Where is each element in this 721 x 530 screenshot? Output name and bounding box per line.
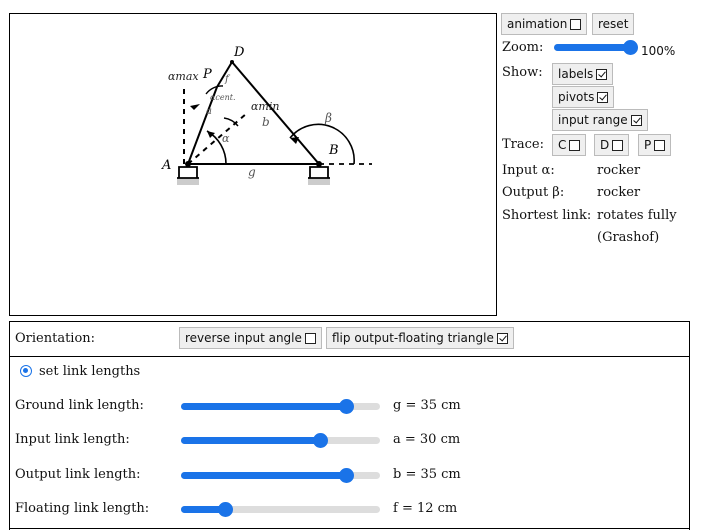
link-length-value: a = 30 cm [393,432,461,447]
pivot-a [177,167,199,178]
link-length-slider-thumb[interactable] [313,433,328,448]
label-alpha: α [222,132,230,145]
zoom-slider[interactable] [554,44,630,51]
zoom-slider-thumb[interactable] [623,40,638,55]
link-length-slider-fill [181,437,320,444]
pivot-a-joint [185,161,191,167]
joint-d [230,60,234,64]
show-pivots-checkbox[interactable] [597,92,608,103]
zoom-label: Zoom: [502,40,544,55]
show-input-range-text: input range [558,113,628,127]
show-input-range-checkbox[interactable] [631,115,642,126]
input-type-value: rocker [597,163,641,178]
link-length-label: Input link length: [15,432,130,447]
link-length-value: g = 35 cm [393,398,461,413]
trace-c-toggle[interactable] [552,134,586,156]
pivot-b-joint [316,161,322,167]
label-alpha-max: αmax [168,70,199,83]
label-beta: β [325,111,332,125]
zoom-slider-fill [554,44,630,51]
linkage-diagram [10,14,496,315]
flip-triangle-text: flip output-floating triangle [332,331,494,345]
link-length-slider[interactable] [181,472,380,479]
link-length-slider-thumb[interactable] [218,502,233,517]
show-input-range-toggle[interactable] [552,109,648,131]
link-length-slider-fill [181,472,346,479]
flip-triangle-toggle[interactable] [326,327,514,349]
flip-triangle-checkbox[interactable] [497,333,508,344]
link-settings-panel [9,321,690,530]
pivot-a-base [177,178,199,185]
animation-checkbox[interactable] [570,19,581,30]
label-b-link: b [262,115,270,129]
pivot-b [308,167,330,178]
link-length-label: Floating link length: [15,501,150,516]
link-length-slider-thumb[interactable] [339,468,354,483]
reverse-input-angle-text: reverse input angle [185,331,302,345]
animation-button[interactable] [501,13,587,35]
show-pivots-text: pivots [558,90,595,104]
grashof-note: (Grashof) [597,230,660,245]
linkage-canvas[interactable] [9,13,497,316]
trace-d-text: D [600,138,610,152]
label-d: D [234,45,245,60]
pivot-b-base [308,178,330,185]
link-length-slider[interactable] [181,437,380,444]
trace-label: Trace: [502,137,544,152]
show-labels-text: labels [558,67,594,81]
label-alpha-min: αmin [251,100,280,113]
label-g-link: g [248,165,256,179]
trace-d-checkbox[interactable] [612,140,623,151]
label-a: A [162,158,172,173]
link-length-value: f = 12 cm [393,501,458,516]
label-b: B [329,143,339,158]
reverse-input-angle-toggle[interactable] [179,327,322,349]
reset-button[interactable]: reset [592,13,634,35]
link-length-slider[interactable] [181,403,380,410]
trace-p-text: P [644,138,652,152]
beta-arc [290,124,354,164]
show-label: Show: [502,65,543,80]
trace-c-text: C [558,138,567,152]
animation-label: animation [507,17,568,31]
zoom-value: 100% [641,44,676,58]
link-length-slider[interactable] [181,506,380,513]
label-a-link: a [206,106,212,117]
label-f-link: f [225,74,229,85]
output-link [232,62,319,164]
show-labels-toggle[interactable] [552,63,613,85]
link-length-label: Ground link length: [15,398,144,413]
trace-d-toggle[interactable] [594,134,629,156]
output-type-label: Output β: [502,185,565,200]
link-length-slider-fill [181,403,346,410]
link-length-value: b = 35 cm [393,467,461,482]
orientation-label: Orientation: [15,331,96,346]
trace-c-checkbox[interactable] [569,140,580,151]
show-labels-checkbox[interactable] [596,69,607,80]
reverse-input-angle-checkbox[interactable] [305,333,316,344]
shortest-link-value: rotates fully [597,208,677,223]
panel-divider [10,356,689,357]
label-alpha-cent: αcent. [210,93,236,102]
trace-p-toggle[interactable] [638,134,671,156]
set-link-lengths-label: set link lengths [39,364,141,379]
alpha-max-arrowhead [190,104,200,110]
link-length-label: Output link length: [15,467,141,482]
input-type-label: Input α: [502,163,555,178]
shortest-link-label: Shortest link: [502,208,592,223]
label-p: P [203,67,212,82]
output-type-value: rocker [597,185,641,200]
show-pivots-toggle[interactable] [552,86,614,108]
link-length-slider-thumb[interactable] [339,399,354,414]
set-link-lengths-radio[interactable] [20,365,32,377]
trace-p-checkbox[interactable] [654,140,665,151]
